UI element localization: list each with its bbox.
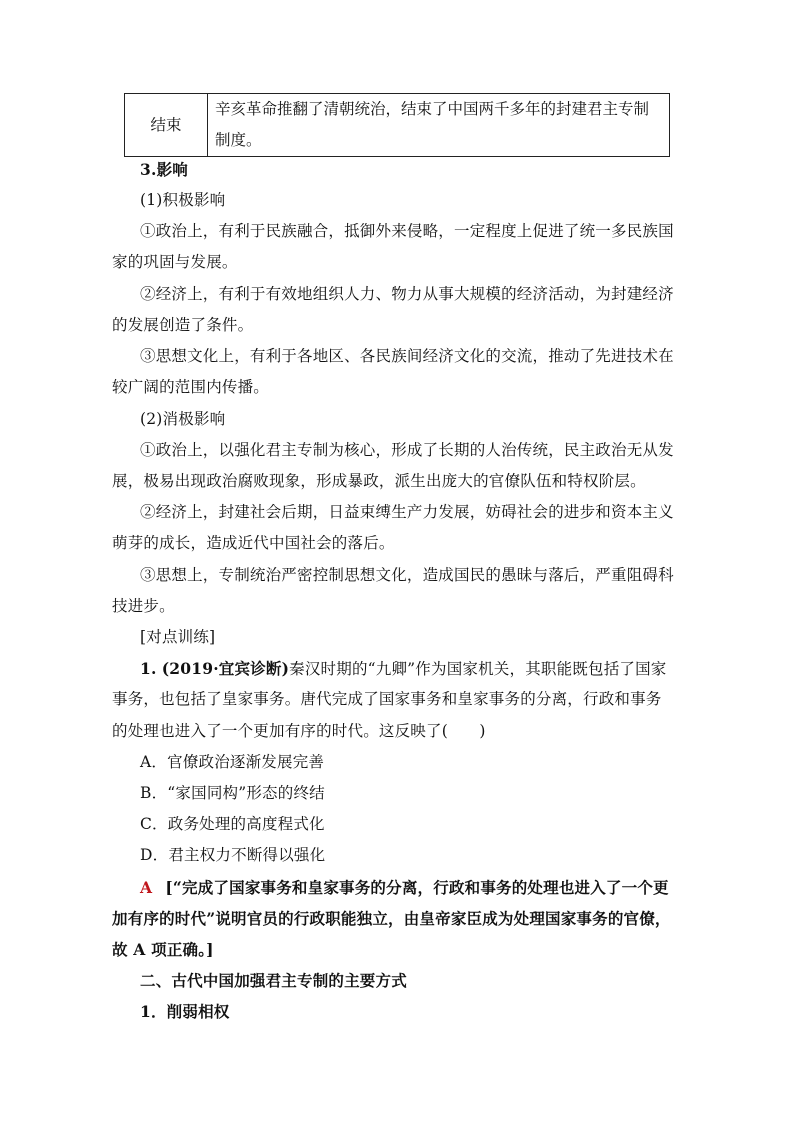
answer-line-3: 故 A 项正确。] <box>112 940 214 959</box>
negative-item-3-line-2: 技进步。 <box>112 597 175 615</box>
question-line-1: 秦汉时期的“九卿”作为国家机关，其职能既包括了国家 <box>289 660 667 678</box>
option-d: D．君主权力不断得以强化 <box>140 846 326 864</box>
negative-item-2-line-2: 萌芽的成长，造成近代中国社会的落后。 <box>112 534 395 552</box>
positive-item-2-line-1: ②经济上，有利于有效地组织人力、物力从事大规模的经济活动，为封建经济 <box>140 285 674 303</box>
answer-line-1: [“完成了国家事务和皇家事务的分离，行政和事务的处理也进入了一个更 <box>165 878 669 897</box>
option-c: C．政务处理的高度程式化 <box>140 815 325 833</box>
option-b: B．“家国同构”形态的终结 <box>140 784 325 802</box>
option-a: A．官僚政治逐渐发展完善 <box>140 753 325 771</box>
answer-line-2: 加有序的时代”说明官员的行政职能独立，由皇帝家臣成为处理国家事务的官僚， <box>112 909 671 928</box>
negative-item-1-line-2: 展，极易出现政治腐败现象，形成暴政，派生出庞大的官僚队伍和特权阶层。 <box>112 472 646 490</box>
history-table-row <box>124 93 670 157</box>
question-first-line <box>140 653 667 685</box>
positive-item-3-line-2: 较广阔的范围内传播。 <box>112 378 270 396</box>
positive-item-2-line-2: 的发展创造了条件。 <box>112 316 254 334</box>
section-two-subheading: 1．削弱相权 <box>140 1002 230 1021</box>
question-line-3: 的处理也进入了一个更加有序的时代。这反映了( ) <box>112 722 486 740</box>
negative-item-2-line-1: ②经济上，封建社会后期，日益束缚生产力发展，妨碍社会的进步和资本主义 <box>140 503 674 521</box>
positive-item-3-line-1: ③思想文化上，有利于各地区、各民族间经济文化的交流，推动了先进技术在 <box>140 347 674 365</box>
table-label-cell: 结束 <box>125 94 208 157</box>
table-content-cell: 辛亥革命推翻了清朝统治，结束了中国两千多年的封建君主专制制度。 <box>208 94 670 157</box>
negative-item-3-line-1: ③思想上，专制统治严密控制思想文化，造成国民的愚昧与落后，严重阻碍科 <box>140 566 674 584</box>
negative-influence-heading: (2)消极影响 <box>140 410 226 428</box>
answer-first-line <box>140 872 669 904</box>
section-heading-influence: 3.影响 <box>140 160 188 179</box>
question-source: (2019·宜宾诊断) <box>161 659 290 678</box>
positive-influence-heading: (1)积极影响 <box>140 191 226 209</box>
training-heading: [对点训练] <box>140 628 216 646</box>
question-number: 1. <box>140 659 157 678</box>
positive-item-1-line-1: ①政治上，有利于民族融合，抵御外来侵略，一定程度上促进了统一多民族国 <box>140 222 674 240</box>
question-line-2: 事务，也包括了皇家事务。唐代完成了国家事务和皇家事务的分离，行政和事务 <box>112 690 662 708</box>
positive-item-1-line-2: 家的巩固与发展。 <box>112 253 238 271</box>
section-two-heading: 二、古代中国加强君主专制的主要方式 <box>140 971 407 990</box>
answer-letter: A <box>140 878 153 897</box>
negative-item-1-line-1: ①政治上，以强化君主专制为核心，形成了长期的人治传统，民主政治无从发 <box>140 441 674 459</box>
